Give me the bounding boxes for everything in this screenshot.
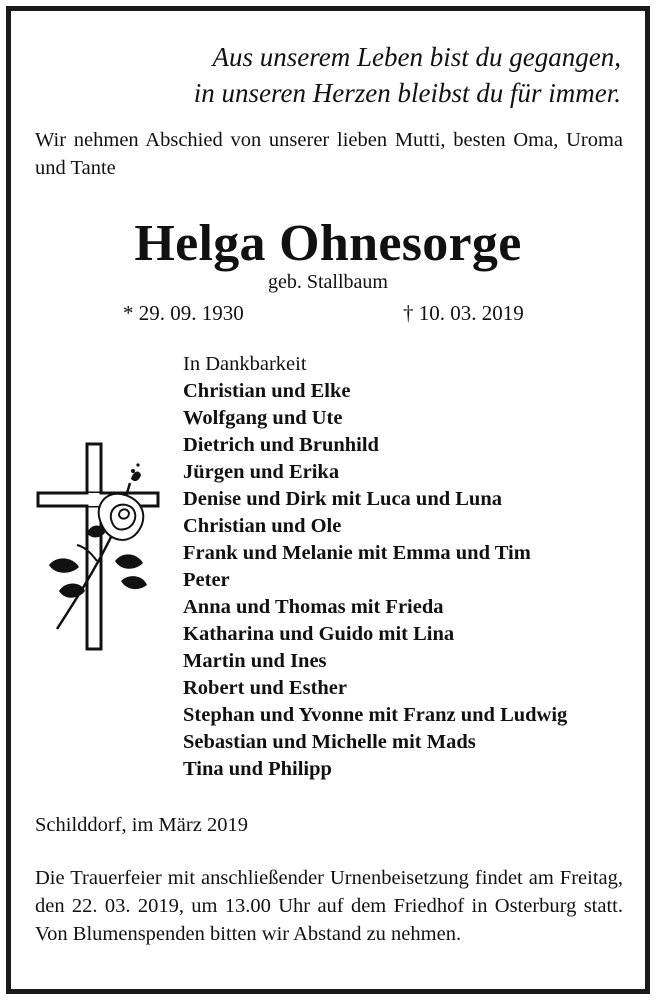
list-item: Katharina und Guido mit Lina [183, 623, 455, 645]
list-item: Martin und Ines [183, 650, 327, 672]
list-item: Jürgen und Erika [183, 461, 340, 483]
cross-with-rose-icon [35, 441, 165, 656]
poem-line-2: in unseren Herzen bleibst du für immer. [193, 78, 621, 108]
list-item: Frank und Melanie mit Emma und Tim [183, 542, 531, 564]
poem [194, 39, 621, 111]
thanks-label: In Dankbarkeit [183, 353, 307, 375]
maiden-name: geb. Stallbaum [268, 271, 388, 293]
list-item: Christian und Ole [183, 515, 342, 537]
mourner-list [183, 378, 567, 783]
service-info: Die Trauerfeier mit anschließender Urnenbeisetzung findet am Freitag, den 22. 03. 2019, um 13.00 Uhr auf dem Friedhof in Osterburg statt. Von Blumenspenden bitten wir Abstand zu nehmen. [35, 867, 623, 945]
obituary-frame [6, 6, 650, 994]
list-item: Tina und Philipp [183, 758, 332, 780]
list-item: Wolfgang und Ute [183, 407, 343, 429]
list-item: Peter [183, 569, 230, 591]
birth-date: * 29. 09. 1930 [123, 301, 244, 325]
list-item: Stephan und Yvonne mit Franz und Ludwig [183, 704, 568, 726]
death-date: † 10. 03. 2019 [403, 301, 524, 325]
list-item: Robert und Esther [183, 677, 348, 699]
list-item: Sebastian und Michelle mit Mads [183, 731, 476, 753]
intro-text: Wir nehmen Abschied von unserer lieben Mutti, besten Oma, Uroma und Tante [35, 129, 623, 179]
deceased-name: Helga Ohnesorge [134, 215, 522, 272]
list-item: Christian und Elke [183, 380, 351, 402]
poem-line-1: Aus unserem Leben bist du gegangen, [212, 42, 621, 72]
list-item: Anna und Thomas mit Frieda [183, 596, 444, 618]
list-item: Dietrich und Brunhild [183, 434, 379, 456]
place-date: Schilddorf, im März 2019 [35, 814, 248, 836]
list-item: Denise und Dirk mit Luca und Luna [183, 488, 502, 510]
